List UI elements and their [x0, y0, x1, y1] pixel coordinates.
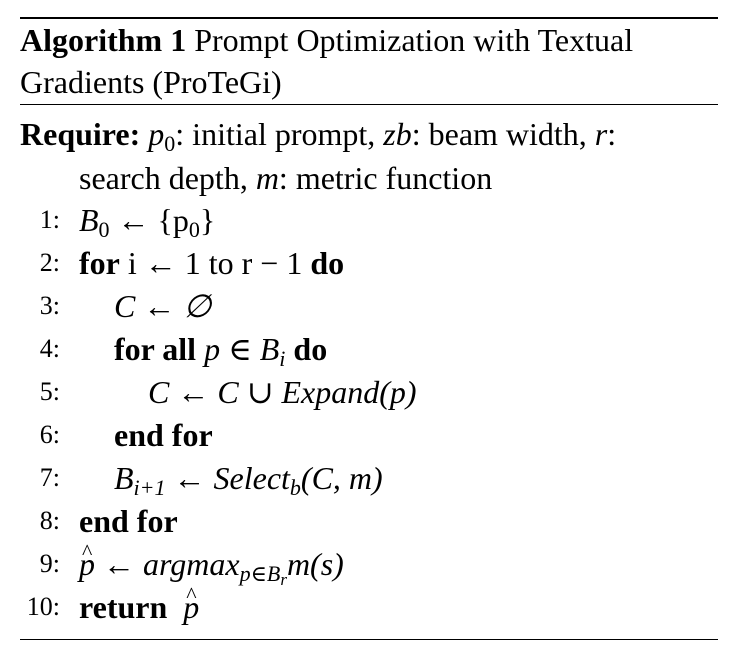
require-line-1 — [20, 112, 720, 156]
line-body — [79, 198, 215, 242]
sub: b — [289, 475, 301, 500]
var-B: B — [114, 460, 134, 496]
sub: 0 — [98, 217, 110, 242]
caption-rule — [20, 104, 718, 105]
line-number: 5: — [39, 377, 60, 406]
select-fn: ← Select — [165, 460, 290, 496]
line-body — [79, 542, 344, 589]
require-p0-sub: 0 — [164, 131, 176, 156]
sub: 0 — [188, 217, 200, 242]
require-zb-desc: : beam width, — [411, 116, 595, 152]
loop-set: p ∈ B — [196, 331, 280, 367]
select-args: (C, m) — [300, 460, 383, 496]
line-body — [79, 241, 344, 285]
line-number: 6: — [39, 420, 60, 449]
assign-text: ← {p — [109, 202, 189, 238]
require-r: r — [594, 116, 608, 152]
line-number: 3: — [39, 291, 60, 320]
subsub: r — [280, 570, 287, 589]
line-number: 8: — [39, 506, 60, 535]
line-number: 7: — [39, 463, 60, 492]
require-block — [20, 112, 720, 200]
algorithm-title: Prompt Optimization with Textual — [194, 22, 634, 58]
keyword-endfor: end for — [79, 503, 178, 539]
line-number: 10: — [26, 592, 60, 621]
require-depth-desc: search depth, — [79, 160, 256, 196]
var-p-hat: ^ p — [79, 542, 95, 586]
require-line-2 — [20, 156, 720, 200]
keyword-forall: for all — [114, 331, 197, 367]
sub: p∈B — [239, 561, 281, 586]
require-r-desc: : — [607, 116, 617, 152]
loop-range: i ← 1 to r − 1 — [119, 245, 311, 281]
argmax-fn: ← argmax — [95, 546, 240, 582]
keyword-return: return — [79, 589, 168, 625]
line-number: 1: — [39, 205, 60, 234]
require-keyword: Require: — [20, 116, 141, 152]
require-p0: p — [148, 116, 165, 152]
require-m: m — [255, 160, 279, 196]
line-body — [79, 585, 199, 629]
line-number: 9: — [39, 549, 60, 578]
line-number: 2: — [39, 248, 60, 277]
line-body — [114, 456, 383, 500]
brace: } — [199, 202, 216, 238]
var-B: B — [79, 202, 99, 238]
require-p0-desc: : initial prompt, — [175, 116, 384, 152]
algorithm-title-line2: Gradients (ProTeGi) — [20, 64, 282, 100]
keyword-do: do — [293, 331, 328, 367]
line-body: C ← ∅ — [114, 288, 212, 324]
sub: i+1 — [133, 475, 166, 500]
sub: i — [279, 346, 286, 371]
metric-call: m(s) — [286, 546, 344, 582]
var-p-hat: ^ p — [183, 585, 199, 629]
require-m-desc: : metric function — [278, 160, 493, 196]
algorithm-label: Algorithm 1 — [20, 22, 187, 58]
line-body: C ← C ∪ Expand(p) — [148, 374, 417, 410]
bottom-rule — [20, 639, 718, 640]
keyword-for: for — [79, 245, 120, 281]
algorithm-caption — [20, 19, 720, 103]
line-number: 4: — [39, 334, 60, 363]
require-zb: zb — [383, 116, 412, 152]
keyword-endfor: end for — [114, 417, 213, 453]
keyword-do: do — [310, 245, 345, 281]
line-body — [114, 327, 327, 371]
